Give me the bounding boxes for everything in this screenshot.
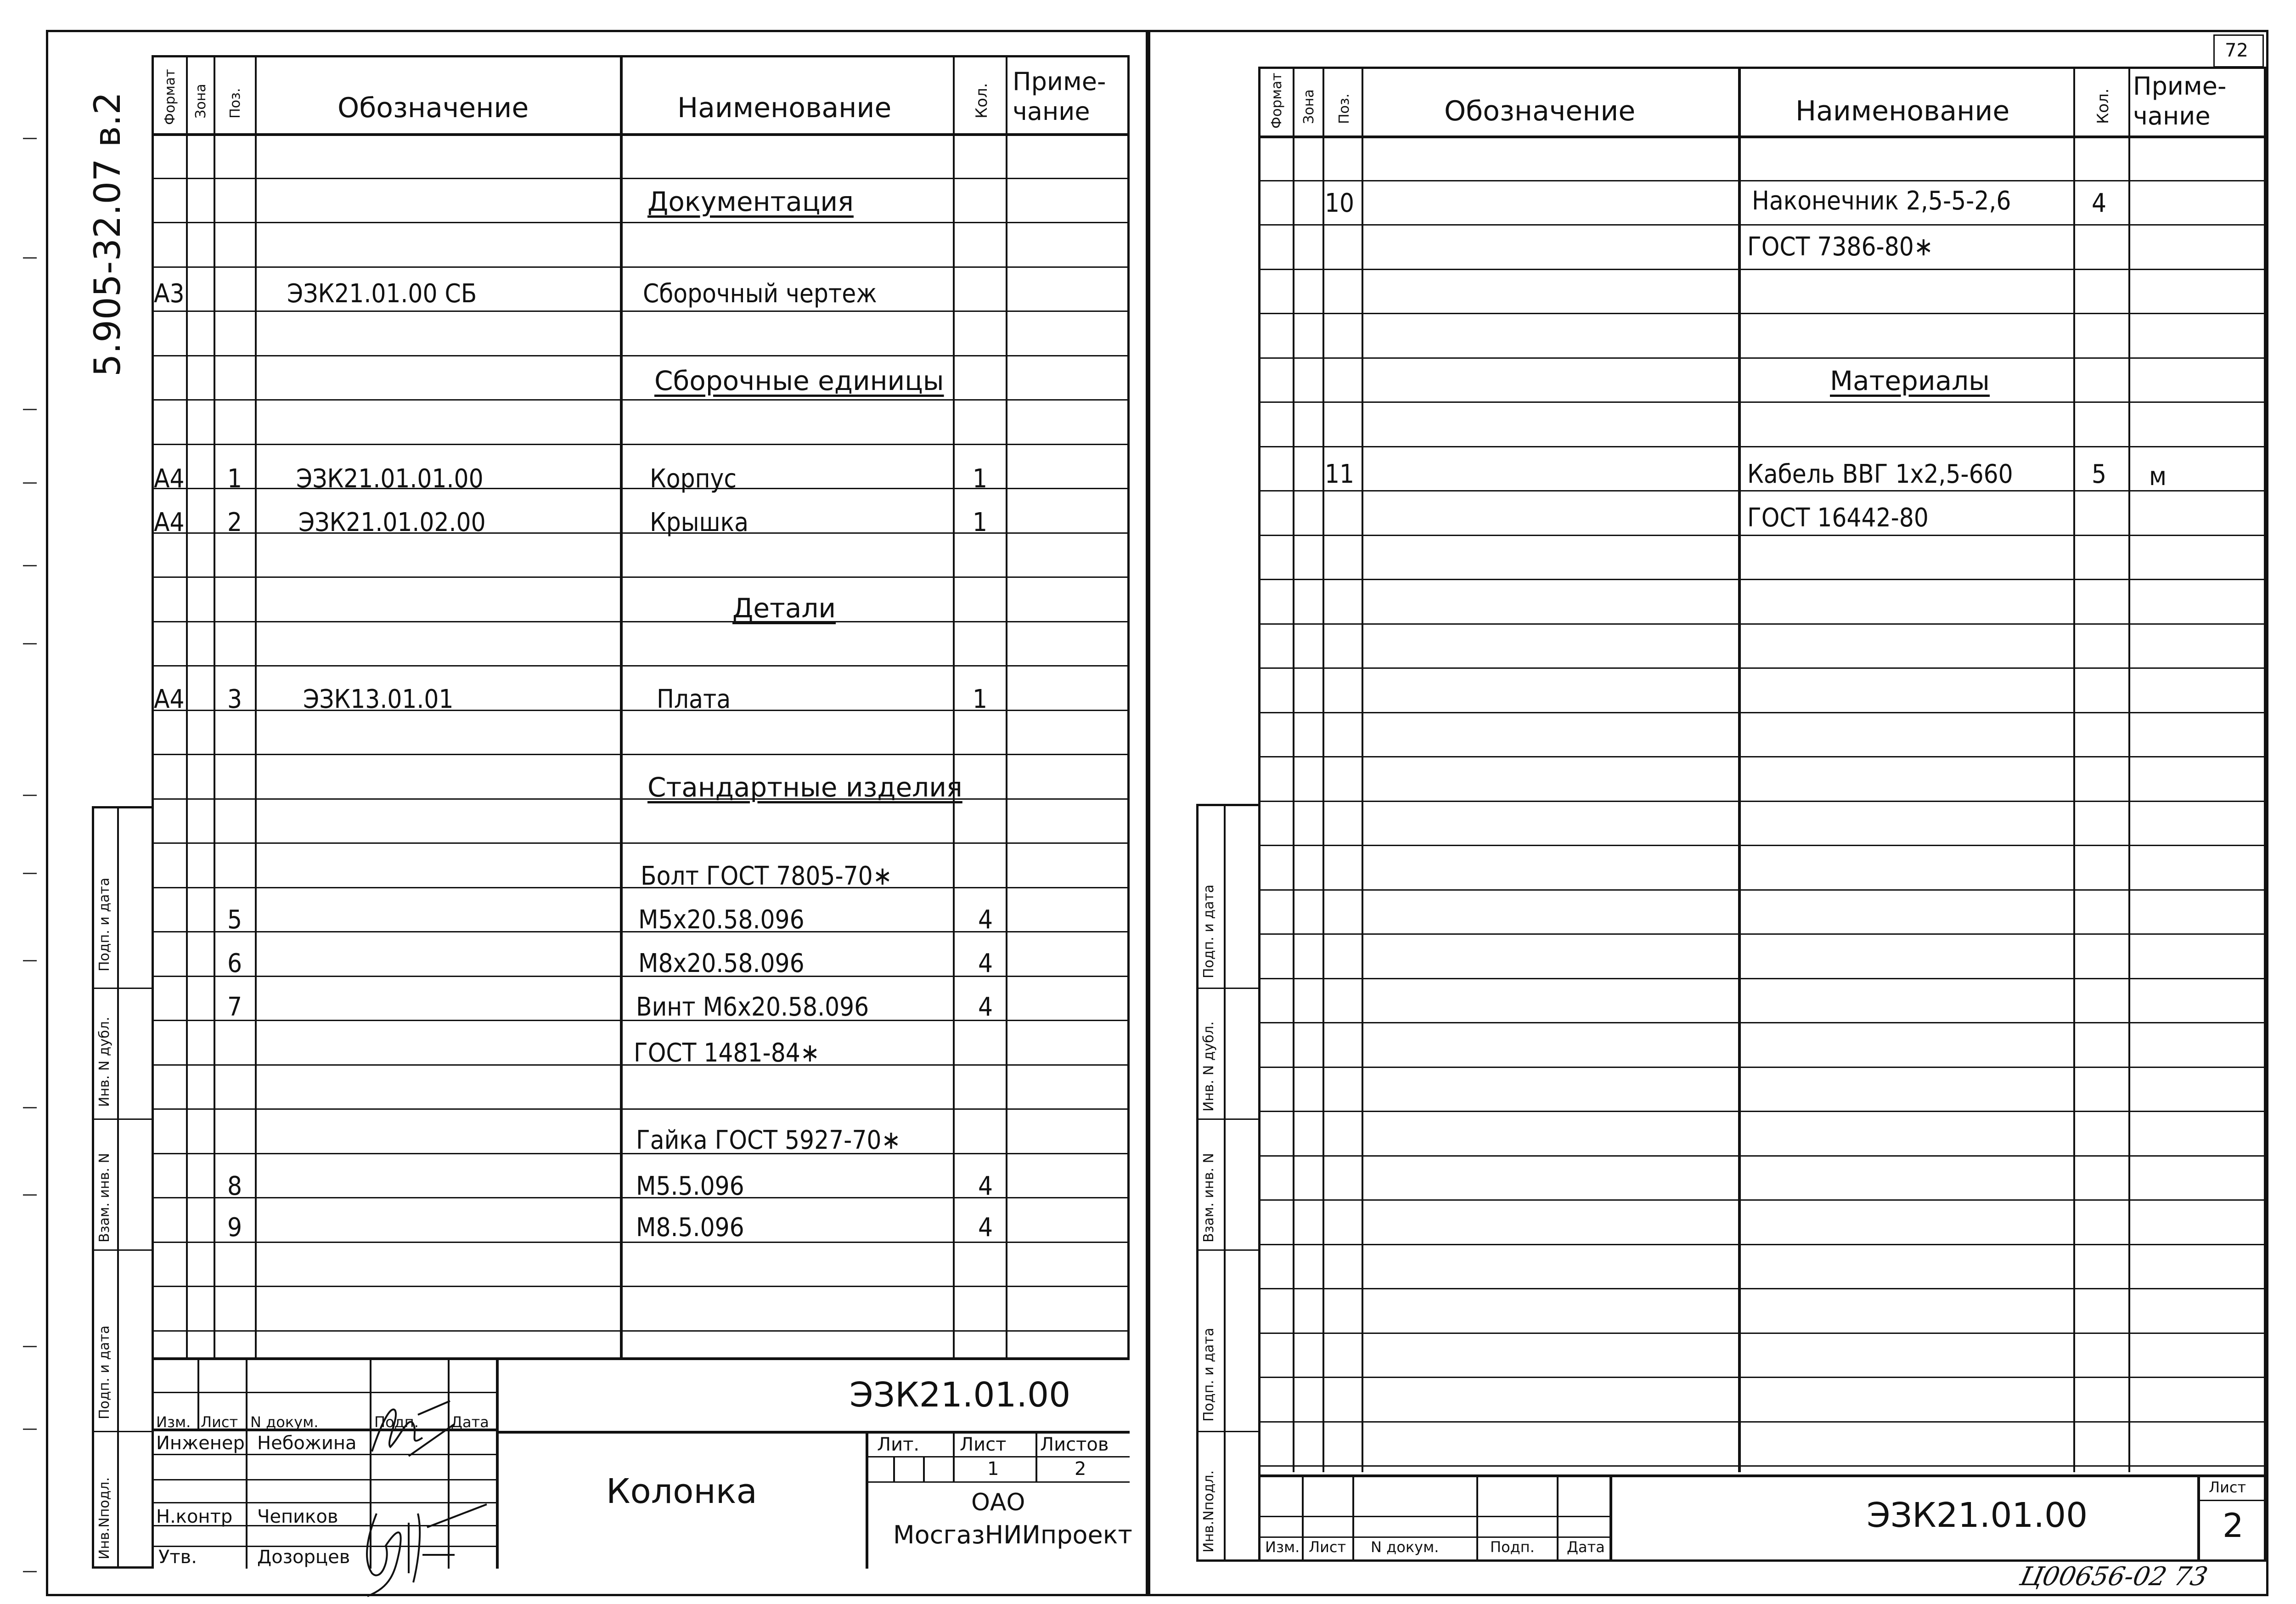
side-podp-data-1: Подп. и дата — [1201, 884, 1217, 978]
table-row-line — [1258, 889, 2266, 891]
left-section-details: Детали — [732, 593, 836, 624]
right-row-name: ГОСТ 7386-80∗ — [1747, 232, 1934, 262]
left-hdr-note-2: чание — [1013, 97, 1090, 126]
margin-tick — [23, 1107, 37, 1108]
title-org-1: ОАО — [971, 1489, 1025, 1516]
left-row-name: Крышка — [650, 508, 748, 537]
right-sheet-label: Лист — [2209, 1479, 2246, 1496]
side-vzam-inv: Взам. инв. N — [96, 1153, 113, 1243]
title-col-izm: Изм. — [1265, 1538, 1300, 1556]
table-row-line — [152, 222, 1130, 223]
table-row-line — [1258, 1199, 2266, 1201]
left-col-sep — [1006, 55, 1007, 1360]
title-sep — [197, 1357, 199, 1429]
left-row-name: М5.5.096 — [636, 1171, 744, 1201]
left-row-format: А4 — [154, 684, 185, 714]
table-row-line — [1258, 712, 2266, 713]
right-doc-code: ЭЗК21.01.00 — [1867, 1496, 2088, 1535]
title-sep — [2197, 1474, 2200, 1562]
title-top-line — [1261, 1474, 2266, 1477]
left-row-qty: 4 — [978, 905, 993, 935]
title-col-ndokum: N докум. — [250, 1413, 319, 1431]
title-line — [866, 1456, 1130, 1457]
left-hdr-designation: Обозначение — [338, 92, 529, 124]
table-row-line — [1258, 224, 2266, 226]
left-row-pos: 3 — [227, 684, 242, 714]
title-line — [154, 1479, 496, 1480]
table-row-line — [1258, 845, 2266, 846]
right-header-line — [1258, 136, 2266, 138]
table-row-line — [152, 798, 1130, 800]
left-row-qty: 4 — [978, 1171, 993, 1201]
table-row-line — [1258, 933, 2266, 935]
left-hdr-note-1: Приме- — [1013, 67, 1106, 96]
table-row-line — [152, 754, 1130, 755]
table-row-line — [1258, 1244, 2266, 1245]
right-section-materials: Материалы — [1830, 365, 1990, 396]
right-row-pos: 10 — [1325, 188, 1355, 218]
title-top-line — [154, 1357, 1130, 1360]
left-row-designation: ЭЗК21.01.00 СБ — [287, 279, 477, 309]
signature-1 — [363, 1396, 473, 1461]
left-row-pos: 1 — [227, 464, 242, 494]
right-col-sep — [1738, 67, 1741, 1472]
left-section-standard: Стандартные изделия — [647, 772, 962, 803]
title-list-value: 1 — [987, 1458, 999, 1480]
table-row-line — [1258, 623, 2266, 625]
left-col-sep — [255, 55, 257, 1360]
page-number: 72 — [2225, 40, 2248, 61]
side-podp-data-2: Подп. и дата — [96, 1325, 113, 1419]
left-row-designation: ЭЗК13.01.01 — [303, 684, 454, 714]
table-row-line — [1258, 801, 2266, 802]
title-name-2: Чепиков — [257, 1506, 338, 1527]
left-row-qty: 4 — [978, 992, 993, 1022]
title-sep — [246, 1357, 248, 1569]
title-name-1: Небожина — [257, 1433, 357, 1454]
left-row-pos: 8 — [227, 1171, 242, 1201]
left-header-line — [152, 133, 1130, 136]
right-row-name: Наконечник 2,5-5-2,6 — [1752, 186, 2011, 216]
margin-tick — [23, 643, 37, 644]
table-row-line — [152, 1330, 1130, 1332]
title-col-list: Лист — [1309, 1538, 1346, 1556]
title-line — [866, 1481, 1130, 1483]
table-row-line — [1258, 1288, 2266, 1289]
title-col-podp: Подп. — [374, 1413, 419, 1431]
left-col-sep — [620, 55, 623, 1360]
doc-code-vertical: 5.905-32.07 в.2 — [87, 92, 129, 377]
title-line — [2197, 1500, 2266, 1501]
left-hdr-format: Формат — [162, 69, 178, 125]
signature-2 — [349, 1495, 496, 1601]
title-sep — [1035, 1431, 1037, 1481]
left-row-name: М5х20.58.096 — [638, 905, 805, 935]
table-row-line — [152, 1108, 1130, 1110]
left-row-qty: 4 — [978, 949, 993, 978]
title-sep — [953, 1431, 955, 1481]
left-row-name: Сборочный чертеж — [643, 279, 877, 309]
left-row-qty: 1 — [973, 508, 988, 537]
left-row-name: М8.5.096 — [636, 1213, 744, 1243]
right-col-sep — [1322, 67, 1324, 1472]
left-section-documentation: Документация — [647, 186, 854, 217]
title-col-izm: Изм. — [156, 1413, 191, 1431]
left-row-format: А4 — [154, 464, 185, 494]
right-row-name: ГОСТ 16442-80 — [1747, 503, 1929, 533]
table-row-line — [1258, 1333, 2266, 1334]
title-sep — [1352, 1474, 1354, 1562]
table-row-line — [152, 576, 1130, 578]
side-inv-podl: Инв.Nподл. — [96, 1477, 113, 1559]
left-row-qty: 1 — [973, 464, 988, 494]
left-row-name: Гайка ГОСТ 5927-70∗ — [636, 1125, 901, 1155]
table-row-line — [152, 444, 1130, 445]
right-col-sep — [1362, 67, 1363, 1472]
margin-tick — [23, 960, 37, 961]
title-lit-label: Лит. — [877, 1434, 920, 1455]
table-row-line — [1258, 1022, 2266, 1023]
left-row-designation: ЭЗК21.01.01.00 — [296, 464, 484, 494]
table-row-line — [1258, 357, 2266, 359]
margin-tick — [23, 482, 37, 484]
title-sep — [496, 1357, 499, 1569]
title-col-ndokum: N докум. — [1371, 1538, 1439, 1556]
right-table-border — [1258, 67, 2266, 1562]
title-org-2: МосгазНИИпроект — [893, 1520, 1132, 1549]
side-stamp-line — [92, 988, 154, 989]
left-row-pos: 7 — [227, 992, 242, 1022]
side-stamp-line — [1196, 1431, 1261, 1432]
table-row-line — [1258, 269, 2266, 270]
table-row-line — [152, 178, 1130, 179]
side-inv-dubl: Инв. N дубл. — [96, 1017, 113, 1107]
left-row-pos: 9 — [227, 1213, 242, 1243]
title-role-3: Утв. — [158, 1547, 197, 1568]
table-row-line — [1258, 313, 2266, 314]
left-row-pos: 2 — [227, 508, 242, 537]
table-row-line — [1258, 579, 2266, 580]
table-row-line — [1258, 401, 2266, 403]
left-col-sep — [214, 55, 215, 1360]
table-row-line — [152, 311, 1130, 312]
table-row-line — [1258, 756, 2266, 757]
side-podp-data-2: Подп. и дата — [1201, 1327, 1217, 1422]
left-col-sep — [953, 55, 955, 1360]
footer-stamp: Ц00656-02 73 — [2017, 1562, 2211, 1592]
table-row-line — [1258, 1155, 2266, 1157]
left-row-qty: 4 — [978, 1213, 993, 1243]
title-list-label: Лист — [960, 1434, 1007, 1455]
title-name-3: Дозорцев — [257, 1547, 350, 1568]
side-stamp-line — [92, 1249, 154, 1251]
left-row-format: А3 — [154, 279, 185, 309]
title-sep — [1609, 1474, 1612, 1562]
title-sep — [923, 1456, 925, 1481]
margin-tick — [23, 795, 37, 796]
title-role-1: Инженер — [156, 1433, 245, 1454]
table-row-line — [1258, 490, 2266, 491]
right-row-note: м — [2149, 462, 2167, 491]
right-col-sep — [1293, 67, 1294, 1472]
left-row-name: М8х20.58.096 — [638, 949, 805, 978]
left-row-designation: ЭЗК21.01.02.00 — [298, 508, 486, 537]
margin-tick — [23, 1429, 37, 1430]
right-hdr-note-2: чание — [2133, 102, 2211, 130]
title-col-data: Дата — [451, 1413, 489, 1431]
margin-tick — [23, 1346, 37, 1347]
right-hdr-zone: Зона — [1301, 89, 1317, 124]
left-hdr-zone: Зона — [193, 84, 209, 119]
table-row-line — [152, 399, 1130, 401]
right-row-name: Кабель ВВГ 1х2,5-660 — [1747, 459, 2013, 489]
left-row-name: ГОСТ 1481-84∗ — [634, 1038, 820, 1068]
left-row-qty: 1 — [973, 684, 988, 714]
table-row-line — [1258, 446, 2266, 447]
table-row-line — [1258, 667, 2266, 669]
right-col-sep — [2128, 67, 2130, 1472]
right-hdr-qty: Кол. — [2094, 88, 2112, 124]
title-col-podp: Подп. — [1490, 1538, 1535, 1556]
left-hdr-pos: Поз. — [227, 88, 243, 119]
left-row-name: Плата — [657, 684, 731, 714]
margin-tick — [23, 1194, 37, 1196]
title-sep — [866, 1431, 868, 1569]
left-section-assemblies: Сборочные единицы — [654, 365, 944, 396]
margin-tick — [23, 257, 37, 259]
side-stamp-sep — [117, 806, 119, 1569]
right-hdr-pos: Поз. — [1336, 93, 1352, 124]
left-row-format: А4 — [154, 508, 185, 537]
side-vzam-inv: Взам. инв. N — [1201, 1153, 1217, 1243]
table-row-line — [1258, 1067, 2266, 1068]
title-listov-value: 2 — [1075, 1458, 1086, 1480]
side-stamp-line — [1196, 988, 1261, 989]
left-hdr-name: Наименование — [677, 92, 892, 124]
table-row-line — [152, 1286, 1130, 1287]
left-row-name: Корпус — [650, 464, 737, 494]
side-inv-dubl: Инв. N дубл. — [1201, 1021, 1217, 1112]
table-row-line — [152, 355, 1130, 356]
right-sheet-value: 2 — [2223, 1506, 2244, 1545]
right-row-pos: 11 — [1325, 459, 1355, 489]
right-hdr-note-1: Приме- — [2133, 72, 2227, 101]
table-row-line — [152, 842, 1130, 844]
right-row-qty: 4 — [2092, 188, 2107, 218]
left-row-name: Болт ГОСТ 7805-70∗ — [641, 861, 892, 891]
side-stamp-line — [92, 1118, 154, 1120]
title-col-list: Лист — [201, 1413, 238, 1431]
left-hdr-qty: Кол. — [973, 83, 991, 119]
side-stamp-line — [1196, 1249, 1261, 1251]
title-line — [496, 1431, 1130, 1434]
table-row-line — [152, 266, 1130, 268]
table-row-line — [1258, 1465, 2266, 1467]
left-row-pos: 6 — [227, 949, 242, 978]
title-sep — [1476, 1474, 1478, 1562]
margin-tick — [23, 873, 37, 874]
table-row-line — [152, 621, 1130, 622]
title-sep — [1302, 1474, 1304, 1562]
title-sep — [1557, 1474, 1559, 1562]
margin-tick — [23, 138, 37, 139]
title-sep — [893, 1456, 895, 1481]
title-listov-label: Листов — [1040, 1434, 1109, 1455]
table-row-line — [1258, 535, 2266, 536]
table-row-line — [1258, 1377, 2266, 1378]
left-doc-title: Колонка — [606, 1472, 757, 1511]
side-stamp-sep — [1224, 804, 1226, 1562]
right-row-qty: 5 — [2092, 459, 2107, 489]
margin-tick — [23, 565, 37, 566]
margin-tick — [23, 1571, 37, 1572]
right-col-sep — [2073, 67, 2075, 1472]
left-row-name: Винт М6х20.58.096 — [636, 992, 869, 1022]
title-role-2: Н.контр — [156, 1506, 233, 1527]
left-doc-code: ЭЗК21.01.00 — [850, 1375, 1071, 1415]
side-stamp-line — [1196, 1118, 1261, 1120]
table-row-line — [1258, 978, 2266, 979]
left-col-sep — [186, 55, 188, 1360]
table-row-line — [152, 665, 1130, 666]
side-stamp-line — [92, 1431, 154, 1432]
right-hdr-name: Наименование — [1795, 95, 2010, 127]
right-hdr-format: Формат — [1269, 73, 1285, 129]
margin-tick — [23, 409, 37, 410]
side-podp-data-1: Подп. и дата — [96, 877, 113, 971]
title-line — [154, 1392, 496, 1393]
table-row-line — [1258, 180, 2266, 181]
left-row-pos: 5 — [227, 905, 242, 935]
title-col-data: Дата — [1567, 1538, 1605, 1556]
table-row-line — [1258, 1421, 2266, 1423]
table-row-line — [1258, 1111, 2266, 1112]
side-inv-podl: Инв.Nподл. — [1201, 1470, 1217, 1553]
right-hdr-designation: Обозначение — [1444, 95, 1636, 127]
